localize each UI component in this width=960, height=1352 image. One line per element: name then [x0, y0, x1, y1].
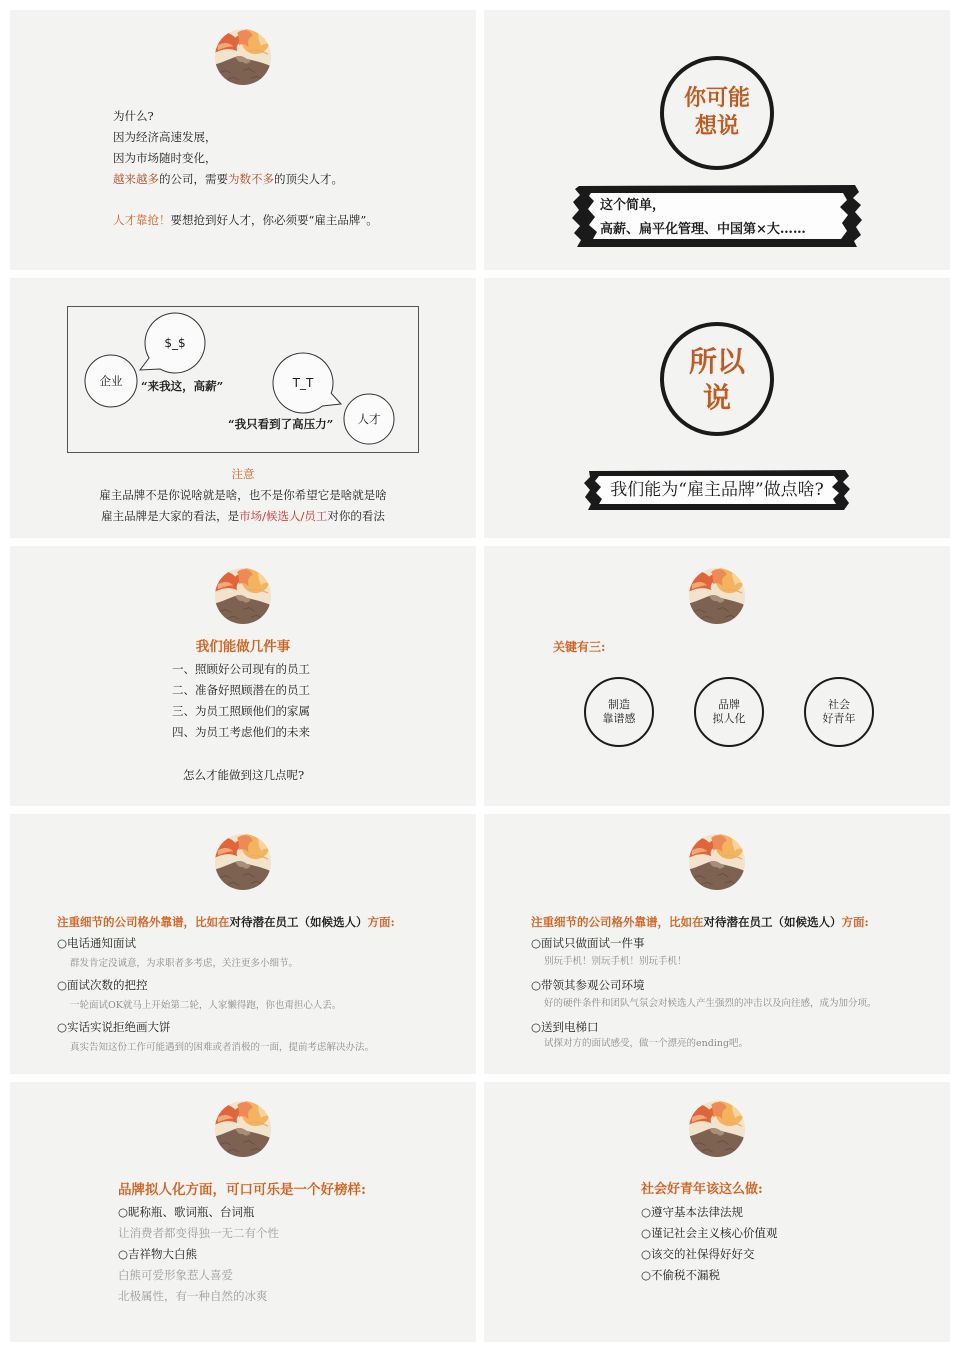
key-label-line: 品牌 [718, 698, 740, 711]
highlight-text: 为数不多 [228, 172, 274, 186]
banner-line: 高薪、扁平化管理、中国第×大…… [600, 222, 806, 237]
slide-header [531, 914, 869, 930]
question-line: 为什么? [113, 109, 154, 123]
reason-line-market: 因为市场随时变化， [113, 151, 217, 165]
banner-line: 这个简单， [600, 198, 666, 213]
talent-demand-line [113, 171, 343, 187]
header-text: 方面: [841, 915, 869, 929]
key-label-line: 好青年 [822, 712, 856, 725]
slide-header [57, 914, 395, 930]
circle-title-line: 说 [702, 381, 731, 414]
point-note: 让消费者都变得独一无二有个性 [118, 1226, 279, 1240]
slide-3 [10, 278, 476, 538]
slide-10 [484, 1082, 950, 1342]
list-item: 二、准备好照顾潜在的员工 [172, 683, 310, 697]
slide-7 [10, 814, 476, 1074]
point-title: ○送到电梯口 [531, 1020, 599, 1034]
note-line [10, 508, 476, 524]
point-note: 一轮面试OK就马上开始第二轮，人家懒得跑，你也甭担心人丢。 [70, 1000, 342, 1011]
talent-quote: “我只看到了高压力” [228, 417, 334, 431]
sunset-mountain-logo [214, 1100, 272, 1158]
highlight-text: 市场/候选人/员工 [239, 509, 328, 523]
header-emphasis: 对待潜在员工（如候选人） [229, 915, 368, 929]
circle-title-line: 想说 [694, 113, 739, 139]
circle-title-line: 你可能 [683, 85, 750, 111]
point-title: ○电话通知面试 [57, 936, 137, 950]
list-item: ○不偷税不漏税 [641, 1268, 721, 1282]
point-title: ○面试次数的把控 [57, 978, 148, 992]
body-text: 要想抢到好人才，你必须要“雇主品牌”。 [170, 213, 378, 227]
sunset-mountain-logo [214, 28, 272, 86]
employer-bubble-text: $_$ [164, 336, 186, 350]
slide-8 [484, 814, 950, 1074]
key-label-line: 靠谱感 [602, 712, 636, 725]
closing-question: 怎么才能做到这几点呢? [183, 768, 305, 782]
point-title: ○昵称瓶、歌词瓶、台词瓶 [118, 1205, 255, 1219]
circle-title-line: 所以 [688, 345, 745, 378]
highlight-text: 越来越多 [113, 172, 159, 186]
point-title: ○吉祥物大白熊 [118, 1247, 198, 1261]
body-text: 对你的看法 [327, 509, 385, 523]
slide-title: 关键有三: [553, 640, 606, 654]
header-text: 方面: [367, 915, 395, 929]
key-label [804, 698, 874, 726]
list-item: ○该交的社保得好好交 [641, 1247, 755, 1261]
slide-4 [484, 278, 950, 538]
banner-question: 我们能为“雇主品牌”做点啥? [610, 480, 824, 500]
body-text: 的公司，需要 [159, 172, 228, 186]
employer-quote: “来我这，高薪” [141, 379, 224, 393]
header-text: 注重细节的公司格外靠谱，比如在 [531, 915, 704, 929]
slide-title: 品牌拟人化方面，可口可乐是一个好榜样: [118, 1182, 366, 1198]
key-label-line: 社会 [828, 698, 850, 711]
header-emphasis: 对待潜在员工（如候选人） [703, 915, 842, 929]
body-text: 的顶尖人才。 [274, 172, 343, 186]
header-text: 注重细节的公司格外靠谱，比如在 [57, 915, 230, 929]
title-circle [660, 322, 774, 436]
note-title: 注意 [231, 467, 255, 481]
point-note: 别玩手机！别玩手机！别玩手机！ [544, 956, 687, 967]
list-item: 三、为员工照顾他们的家属 [172, 704, 310, 718]
body-text: 雇主品牌是大家的看法，是 [101, 509, 240, 523]
point-title: ○带领其参观公司环境 [531, 978, 645, 992]
highlight-text: 人才靠抢！ [113, 213, 171, 227]
key-label-line: 制造 [608, 698, 630, 711]
talent-label: 人才 [357, 412, 381, 426]
slide-title: 社会好青年该这么做: [641, 1182, 763, 1197]
slide-6 [484, 546, 950, 806]
key-label [694, 698, 764, 726]
point-note: 试探对方的面试感受，做一个漂亮的ending吧。 [544, 1038, 749, 1049]
slide-1 [10, 10, 476, 270]
key-label-line: 拟人化 [712, 712, 746, 725]
conclusion-line [113, 212, 378, 228]
list-item: ○谨记社会主义核心价值观 [641, 1226, 778, 1240]
sunset-mountain-logo [688, 1100, 746, 1158]
slide-9 [10, 1082, 476, 1342]
key-label [584, 698, 654, 726]
point-note: 群发肯定没诚意，为求职者多考虑，关注更多小细节。 [70, 958, 299, 969]
slide-2 [484, 10, 950, 270]
point-note: 真实告知这份工作可能遇到的困难或者消极的一面，提前考虑解决办法。 [70, 1042, 375, 1053]
point-title: ○面试只做面试一件事 [531, 936, 645, 950]
talent-bubble-text: T_T [292, 376, 314, 390]
point-title: ○实话实说拒绝画大饼 [57, 1020, 171, 1034]
point-note: 北极属性，有一种自然的冰爽 [118, 1289, 268, 1303]
sunset-mountain-logo [214, 567, 272, 625]
slide-title: 我们能做几件事 [195, 639, 291, 655]
point-note: 白熊可爱形象惹人喜爱 [118, 1268, 233, 1282]
employer-label: 企业 [99, 374, 123, 388]
note-line: 雇主品牌不是你说啥就是啥，也不是你希望它是啥就是啥 [99, 488, 387, 502]
list-item: 四、为员工考虑他们的未来 [172, 725, 310, 739]
sunset-mountain-logo [214, 833, 272, 891]
reason-line-economy: 因为经济高速发展， [113, 130, 217, 144]
list-item: ○遵守基本法律法规 [641, 1205, 744, 1219]
slide-5 [10, 546, 476, 806]
list-item: 一、照顾好公司现有的员工 [172, 662, 310, 676]
sunset-mountain-logo [688, 833, 746, 891]
sunset-mountain-logo [688, 567, 746, 625]
point-note: 好的硬件条件和团队气氛会对候选人产生强烈的冲击以及向往感，成为加分项。 [544, 998, 877, 1009]
